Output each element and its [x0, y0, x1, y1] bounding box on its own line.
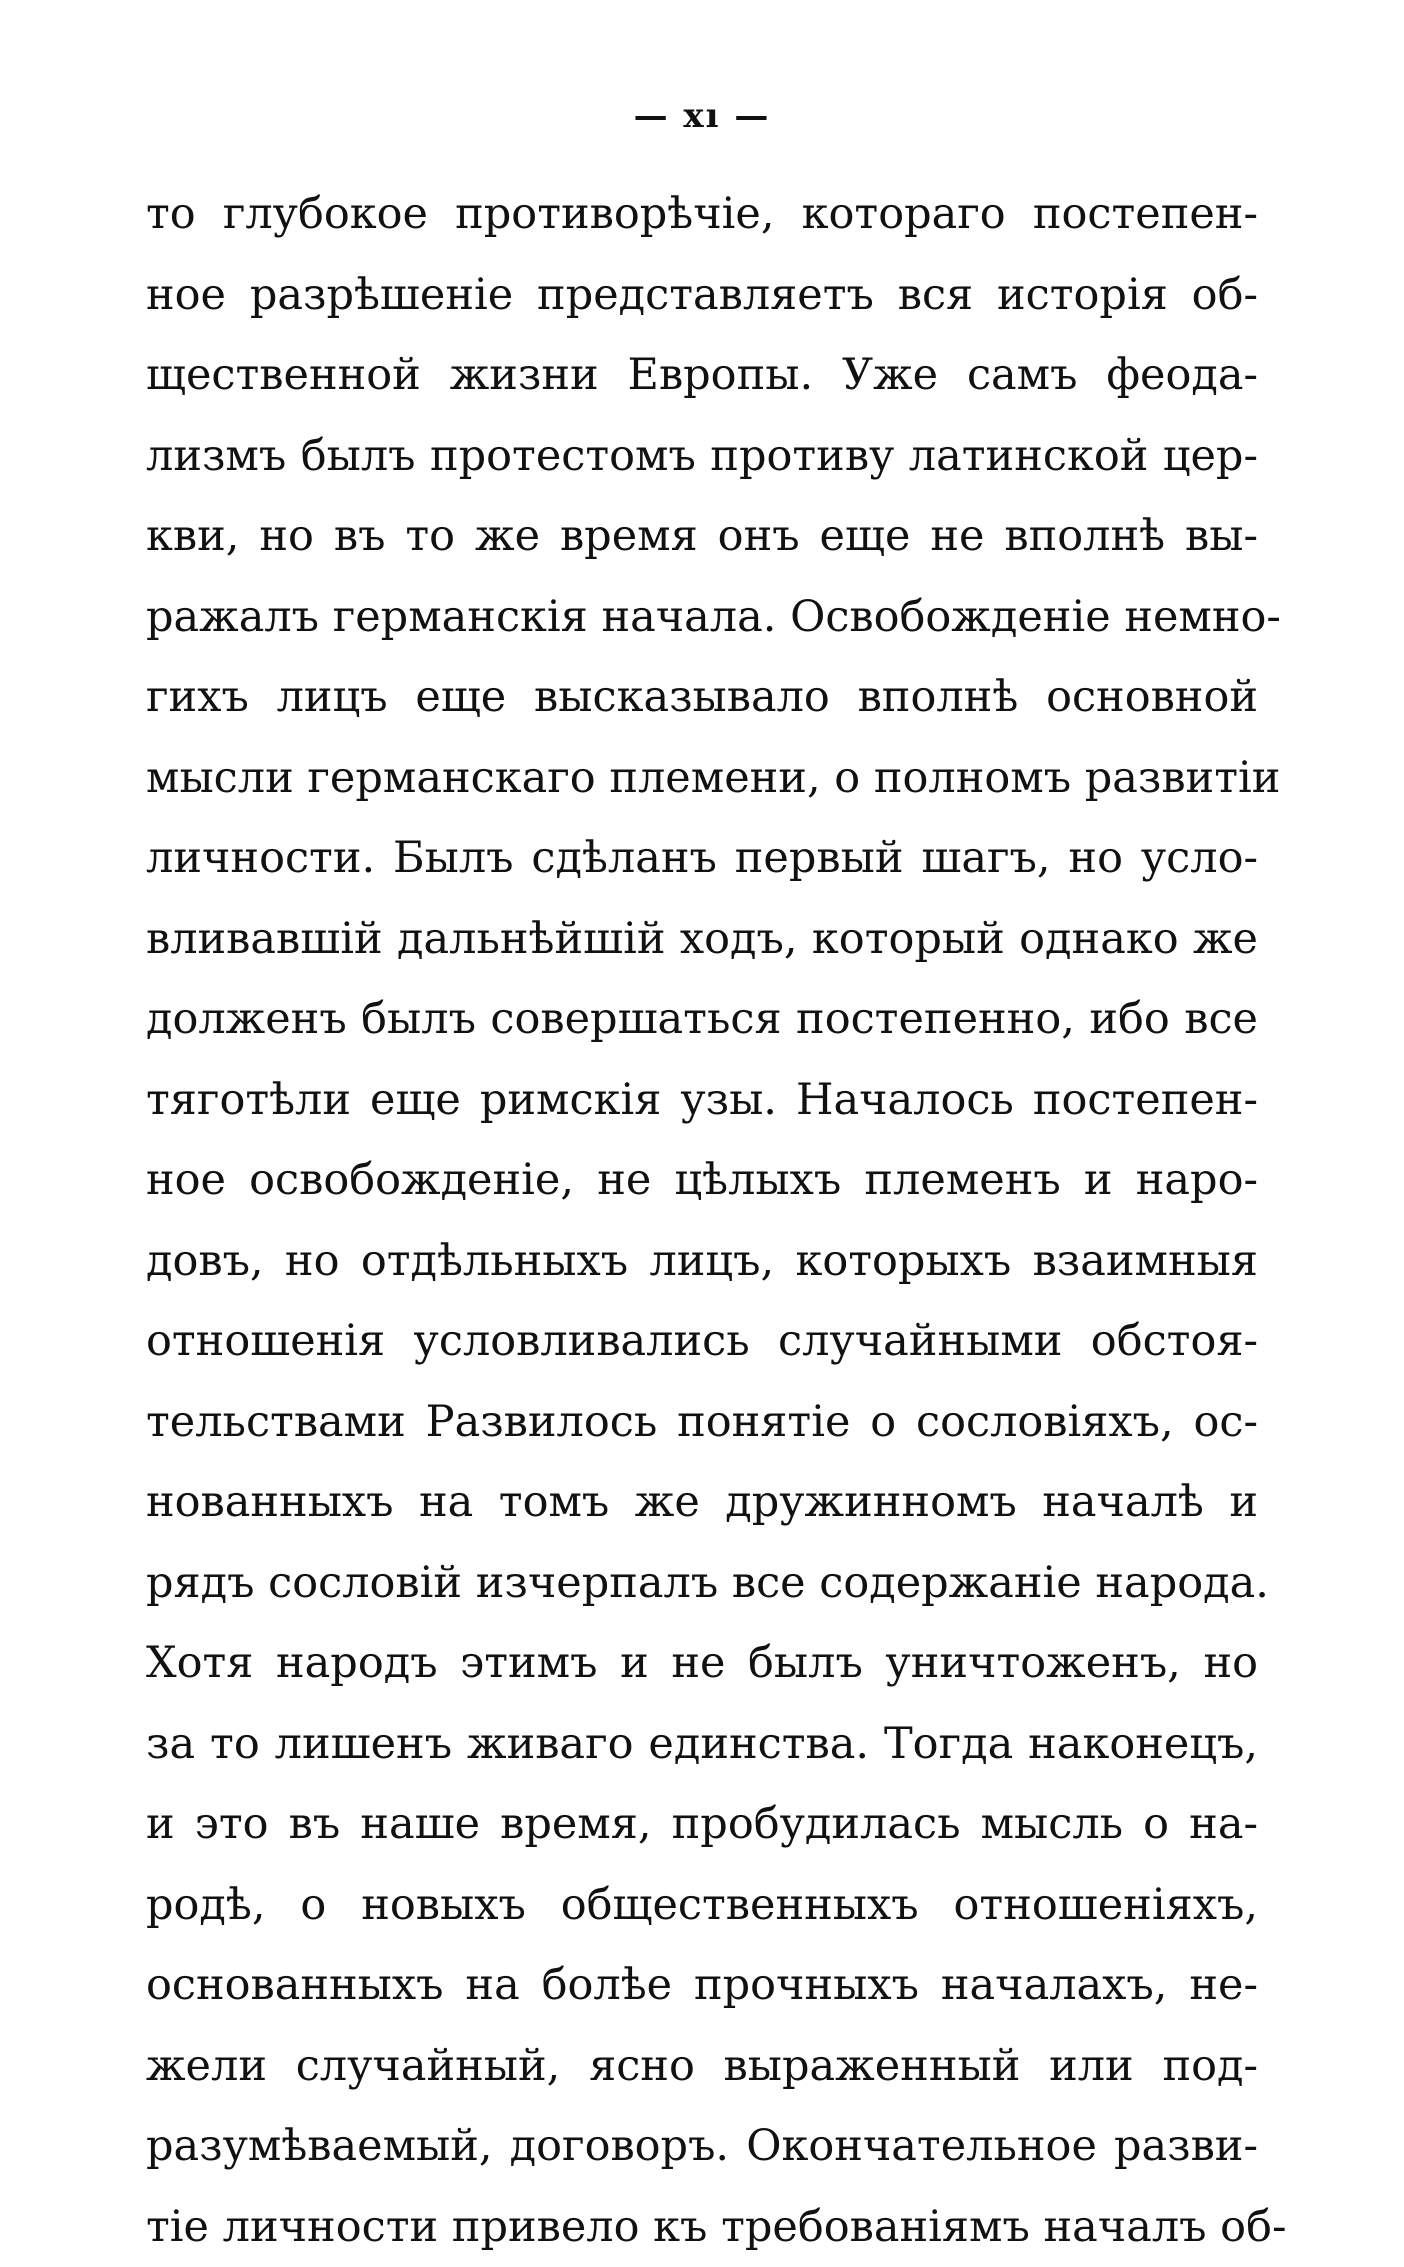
body-text: [146, 174, 1258, 2267]
text-line: тіе личности привело къ требованіямъ началъ об-: [146, 2187, 1258, 2267]
text-line: щественной жизни Европы. Уже самъ феода-: [146, 335, 1258, 416]
text-line: довъ, но отдѣльныхъ лицъ, которыхъ взаимныя: [146, 1221, 1258, 1302]
text-line: лизмъ былъ протестомъ противу латинской цер-: [146, 416, 1258, 497]
text-line: кви, но въ то же время онъ еще не вполнѣ вы-: [146, 496, 1258, 577]
text-line: тельствами Развилось понятіе о сословіяхъ, ос-: [146, 1382, 1258, 1463]
text-line: тяготѣли еще римскія узы. Началось постепен-: [146, 1060, 1258, 1141]
page-number: — xı —: [0, 96, 1404, 136]
text-line: за то лишенъ живаго единства. Тогда наконецъ,: [146, 1704, 1258, 1785]
text-line: долженъ былъ совершаться постепенно, ибо все: [146, 979, 1258, 1060]
text-line: разумѣваемый, договоръ. Окончательное разви-: [146, 2106, 1258, 2187]
text-line: родѣ, о новыхъ общественныхъ отношеніяхъ,: [146, 1865, 1258, 1946]
text-line: и это въ наше время, пробудилась мысль о на-: [146, 1784, 1258, 1865]
text-line: личности. Былъ сдѣланъ первый шагъ, но усло-: [146, 818, 1258, 899]
text-line: основанныхъ на болѣе прочныхъ началахъ, не-: [146, 1945, 1258, 2026]
text-line: отношенія условливались случайными обстоя-: [146, 1301, 1258, 1382]
text-line: нованныхъ на томъ же дружинномъ началѣ и: [146, 1462, 1258, 1543]
text-line: мысли германскаго племени, о полномъ развитіи: [146, 738, 1258, 819]
text-line: Хотя народъ этимъ и не былъ уничтоженъ, но: [146, 1623, 1258, 1704]
text-line: ное разрѣшеніе представляетъ вся исторія об-: [146, 255, 1258, 336]
text-line: то глубокое противорѣчіе, котораго постепен-: [146, 174, 1258, 255]
text-line: гихъ лицъ еще высказывало вполнѣ основной: [146, 657, 1258, 738]
text-line: рядъ сословій изчерпалъ все содержаніе народа.: [146, 1543, 1258, 1624]
text-line: жели случайный, ясно выраженный или под-: [146, 2026, 1258, 2107]
text-line: вливавшій дальнѣйшій ходъ, который однако же: [146, 899, 1258, 980]
text-line: ное освобожденіе, не цѣлыхъ племенъ и наро-: [146, 1140, 1258, 1221]
text-line: ражалъ германскія начала. Освобожденіе немно-: [146, 577, 1258, 658]
